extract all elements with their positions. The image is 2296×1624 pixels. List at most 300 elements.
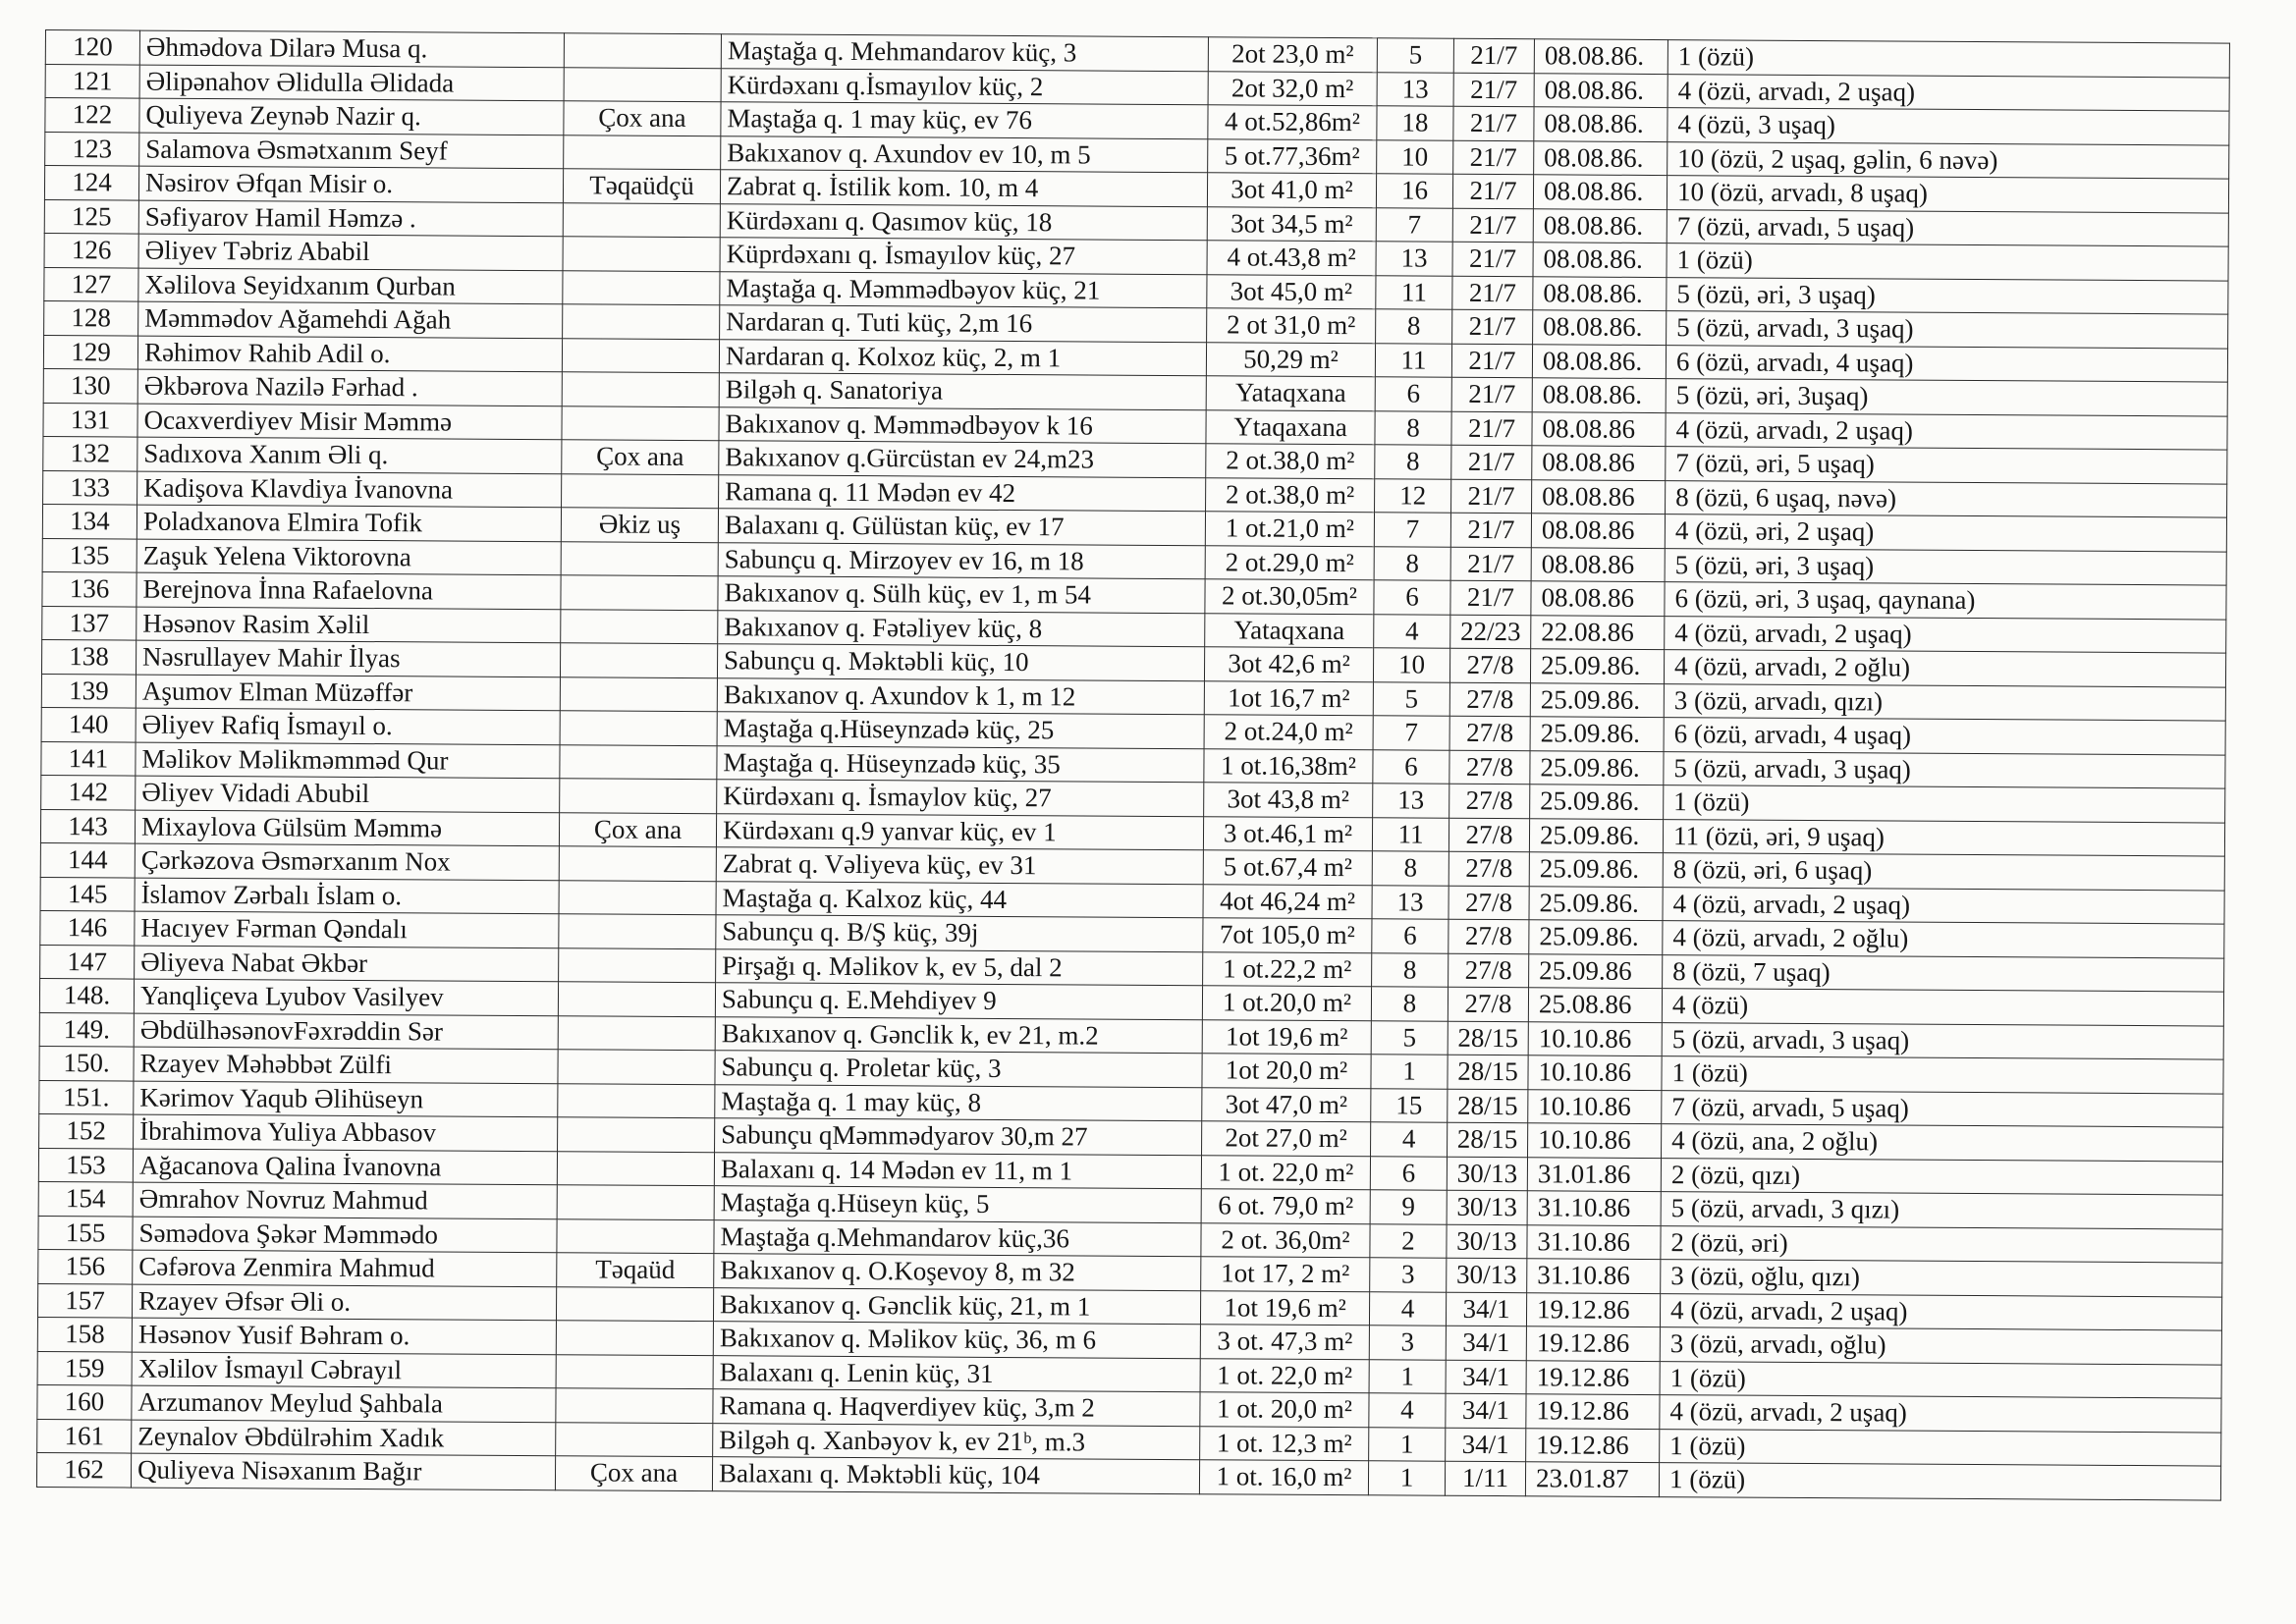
family-composition-cell: 6 (özü, arvadı, 4 uşaq) (1664, 718, 2225, 755)
living-area-cell: 1 ot. 20,0 m² (1200, 1392, 1369, 1428)
family-composition-cell: 4 (özü, əri, 2 uşaq) (1665, 514, 2226, 552)
count-cell: 2 (1370, 1223, 1447, 1258)
category-cell (556, 1354, 713, 1388)
date-cell: 08.08.86 (1531, 514, 1665, 548)
person-name-cell: Nəsrullayev Mahir İlyas (136, 640, 560, 677)
living-area-cell: 3ot 43,8 m² (1204, 783, 1373, 818)
living-area-cell: 3ot 47,0 m² (1202, 1087, 1371, 1122)
living-area-cell: 5 ot.77,36m² (1208, 138, 1377, 174)
family-composition-cell: 1 (özü) (1662, 1056, 2223, 1094)
address-cell: Maştağa q.Mehmandarov küç,36 (714, 1219, 1201, 1257)
address-cell: Maştağa q.Hüseynzadə küç, 25 (717, 712, 1204, 749)
protocol-cell: 28/15 (1448, 1089, 1528, 1123)
living-area-cell: 50,29 m² (1206, 342, 1375, 377)
count-cell: 4 (1374, 614, 1450, 648)
date-cell: 25.09.86. (1530, 717, 1664, 751)
address-cell: Sabunçu qMəmmədyarov 30,m 27 (715, 1118, 1202, 1156)
address-cell: Bakıxanov q. Gənclik küç, 21, m 1 (713, 1287, 1200, 1325)
living-area-cell: 3ot 45,0 m² (1207, 274, 1376, 309)
category-cell (560, 779, 717, 813)
family-composition-cell: 4 (özü) (1662, 989, 2223, 1026)
count-cell: 13 (1373, 784, 1449, 818)
protocol-cell: 27/8 (1449, 919, 1529, 953)
family-composition-cell: 8 (özü, 7 uşaq) (1663, 954, 2224, 992)
row-number-cell: 157 (37, 1283, 132, 1318)
person-name-cell: Quliyeva Nisəxanım Bağır (131, 1453, 555, 1489)
category-cell: Təqaüd (557, 1253, 714, 1287)
date-cell: 25.09.86. (1529, 886, 1663, 920)
category-cell (564, 135, 721, 169)
living-area-cell: 4 ot.43,8 m² (1207, 241, 1376, 276)
person-name-cell: Məlikov Məlikməmməd Qur (136, 742, 560, 779)
count-cell: 6 (1372, 919, 1449, 953)
date-cell: 10.10.86 (1528, 1089, 1662, 1123)
date-cell: 08.08.86. (1533, 208, 1667, 243)
living-area-cell: 7ot 105,0 m² (1203, 918, 1372, 953)
date-cell: 25.08.86 (1528, 988, 1662, 1022)
protocol-cell: 34/1 (1446, 1326, 1526, 1360)
category-cell (560, 711, 717, 745)
category-cell (556, 1388, 713, 1423)
address-cell: Sabunçu q. E.Mehdiyev 9 (715, 983, 1202, 1020)
person-name-cell: Əmrahov Novruz Mahmud (133, 1182, 557, 1218)
living-area-cell: 4 ot.52,86m² (1208, 105, 1377, 140)
date-cell: 08.08.86. (1534, 107, 1667, 141)
protocol-cell: 27/8 (1449, 716, 1530, 750)
protocol-cell: 30/13 (1447, 1258, 1527, 1292)
protocol-cell: 30/13 (1447, 1190, 1527, 1224)
count-cell: 6 (1375, 377, 1451, 411)
count-cell: 12 (1375, 478, 1451, 513)
row-number-cell: 134 (42, 504, 137, 538)
family-composition-cell: 5 (özü, əri, 3 uşaq) (1665, 548, 2226, 585)
row-number-cell: 161 (37, 1419, 132, 1453)
count-cell: 7 (1373, 716, 1449, 750)
count-cell: 6 (1370, 1156, 1447, 1190)
address-cell: Maştağa q. Mehmandarov küç, 3 (721, 34, 1208, 72)
person-name-cell: Kadişova Klavdiya İvanovna (137, 471, 562, 508)
row-number-cell: 160 (37, 1384, 132, 1419)
category-cell (560, 677, 717, 711)
living-area-cell: 1ot 16,7 m² (1204, 680, 1373, 716)
address-cell: Sabunçu q. Mirzoyev ev 16, m 18 (718, 542, 1205, 579)
family-composition-cell: 4 (özü, arvadı, 2 uşaq) (1660, 1395, 2221, 1433)
count-cell: 8 (1375, 445, 1451, 479)
protocol-cell: 21/7 (1452, 174, 1533, 208)
count-cell: 10 (1377, 139, 1453, 174)
count-cell: 13 (1376, 242, 1452, 276)
date-cell: 25.09.86. (1529, 920, 1663, 954)
living-area-cell: 1 ot.20,0 m² (1202, 986, 1371, 1021)
living-area-cell: Ytaqaxana (1206, 409, 1375, 445)
person-name-cell: Poladxanova Elmira Tofik (137, 505, 561, 541)
row-number-cell: 129 (43, 335, 137, 369)
count-cell: 8 (1371, 987, 1448, 1021)
person-name-cell: Səfiyarov Hamil Həmzə . (138, 200, 563, 237)
protocol-cell: 27/8 (1449, 818, 1529, 852)
date-cell: 25.09.86. (1530, 649, 1664, 683)
date-cell: 19.12.86 (1526, 1394, 1660, 1429)
protocol-cell: 30/13 (1447, 1224, 1527, 1259)
address-cell: Maştağa q. Hüseynzadə küç, 35 (717, 745, 1204, 783)
date-cell: 22.08.86 (1531, 615, 1665, 649)
category-cell (558, 1117, 715, 1152)
date-cell: 25.09.86. (1529, 818, 1663, 852)
family-composition-cell: 5 (özü, əri, 3uşaq) (1666, 379, 2227, 416)
count-cell: 6 (1373, 749, 1449, 784)
person-name-cell: Əliyev Rafiq İsmayıl o. (136, 708, 560, 744)
living-area-cell: 6 ot. 79,0 m² (1201, 1189, 1370, 1224)
category-cell (563, 270, 720, 304)
living-area-cell: 3ot 42,6 m² (1204, 647, 1373, 682)
family-composition-cell: 4 (özü, arvadı, 2 uşaq) (1660, 1293, 2221, 1330)
protocol-cell: 28/15 (1448, 1021, 1528, 1056)
count-cell: 11 (1372, 817, 1449, 851)
address-cell: Küprdəxanı q. İsmayılov küç, 27 (720, 238, 1207, 275)
protocol-cell: 1/11 (1445, 1461, 1525, 1495)
count-cell: 4 (1369, 1291, 1446, 1326)
person-name-cell: Səmədova Şəkər Məmmədo (133, 1217, 557, 1253)
date-cell: 08.08.86. (1534, 140, 1667, 175)
category-cell: Çox ana (562, 440, 719, 474)
family-composition-cell: 6 (özü, arvadı, 4 uşaq) (1666, 345, 2227, 382)
family-composition-cell: 8 (özü, 6 uşaq, nəvə) (1666, 480, 2227, 517)
living-area-cell: 4ot 46,24 m² (1203, 884, 1372, 919)
address-cell: Maştağa q. 1 may küç, ev 76 (721, 102, 1208, 139)
row-number-cell: 140 (41, 707, 136, 741)
address-cell: Balaxanı q. Gülüstan küç, ev 17 (718, 509, 1205, 546)
count-cell: 4 (1371, 1122, 1448, 1157)
row-number-cell: 153 (38, 1148, 133, 1182)
family-composition-cell: 7 (özü, arvadı, 5 uşaq) (1662, 1090, 2223, 1127)
date-cell: 31.01.86 (1527, 1157, 1661, 1191)
living-area-cell: 2 ot.30,05m² (1205, 579, 1374, 615)
living-area-cell: 3 ot.46,1 m² (1203, 816, 1372, 851)
count-cell: 7 (1374, 513, 1450, 547)
address-cell: Kürdəxanı q. İsmaylov küç, 27 (717, 780, 1204, 817)
address-cell: Balaxanı q. 14 Mədən ev 11, m 1 (714, 1152, 1201, 1189)
row-number-cell: 150. (39, 1046, 134, 1080)
living-area-cell: 2 ot.38,0 m² (1206, 477, 1375, 513)
protocol-cell: 34/1 (1446, 1292, 1526, 1326)
person-name-cell: İslamov Zərbalı İslam o. (135, 878, 559, 914)
address-cell: Bilgəh q. Sanatoriya (719, 373, 1206, 410)
date-cell: 08.08.86. (1532, 378, 1666, 412)
protocol-cell: 27/8 (1449, 784, 1530, 818)
person-name-cell: İbrahimova Yuliya Abbasov (134, 1114, 558, 1151)
family-composition-cell: 11 (özü, əri, 9 uşaq) (1663, 819, 2224, 856)
person-name-cell: Sadıxova Xanım Əli q. (137, 437, 562, 473)
count-cell: 10 (1373, 648, 1449, 682)
date-cell: 08.08.86. (1534, 73, 1667, 107)
person-name-cell: Məmmədov Ağamehdi Ağah (138, 301, 563, 338)
person-name-cell: ƏbdülhəsənovFəxrəddin Sər (134, 1013, 558, 1050)
date-cell: 19.12.86 (1526, 1292, 1660, 1326)
protocol-cell: 21/7 (1451, 445, 1532, 479)
count-cell: 8 (1372, 851, 1449, 886)
living-area-cell: Yataqxana (1205, 613, 1374, 648)
living-area-cell: 1 ot. 22,0 m² (1201, 1155, 1370, 1190)
count-cell: 7 (1376, 207, 1452, 242)
category-cell (559, 914, 716, 948)
address-cell: Bakıxanov q. Axundov ev 10, m 5 (721, 135, 1208, 173)
row-number-cell: 126 (44, 233, 138, 267)
family-composition-cell: 3 (özü, arvadı, oğlu) (1660, 1327, 2221, 1365)
address-cell: Maştağa q. Kalxoz küç, 44 (716, 881, 1203, 918)
category-cell (559, 880, 716, 914)
count-cell: 18 (1377, 106, 1453, 140)
count-cell: 5 (1377, 38, 1453, 73)
row-number-cell: 137 (42, 606, 137, 640)
category-cell (561, 541, 718, 575)
protocol-cell: 27/8 (1449, 851, 1529, 886)
count-cell: 1 (1368, 1461, 1445, 1495)
living-area-cell: 1ot 19,6 m² (1202, 1019, 1371, 1055)
address-cell: Bakıxanov q. Fətəliyev küç, 8 (718, 610, 1205, 647)
category-cell (561, 575, 718, 610)
date-cell: 25.09.86. (1530, 785, 1664, 819)
category-cell (559, 947, 716, 982)
person-name-cell: Rəhimov Rahib Adil o. (137, 336, 562, 372)
living-area-cell: 2 ot.29,0 m² (1205, 545, 1374, 580)
family-composition-cell: 1 (özü) (1660, 1361, 2221, 1398)
family-composition-cell: 4 (özü, arvadı, 2 uşaq) (1667, 74, 2229, 111)
protocol-cell: 28/15 (1448, 1122, 1528, 1157)
person-name-cell: Berejnova İnna Rafaelovna (137, 572, 561, 609)
family-composition-cell: 1 (özü) (1667, 40, 2229, 78)
date-cell: 31.10.86 (1527, 1191, 1661, 1225)
date-cell: 08.08.86. (1533, 175, 1667, 209)
address-cell: Sabunçu q. B/Ş küç, 39j (716, 915, 1203, 952)
row-number-cell: 154 (38, 1181, 133, 1216)
person-name-cell: Əkbərova Nazilə Fərhad . (137, 369, 562, 406)
person-name-cell: Rzayev Əfsər Əli o. (132, 1284, 556, 1321)
protocol-cell: 21/7 (1450, 547, 1531, 581)
category-cell (562, 338, 719, 372)
address-cell: Zabrat q. İstilik kom. 10, m 4 (720, 170, 1207, 207)
row-number-cell: 148. (39, 978, 134, 1012)
row-number-cell: 120 (45, 30, 139, 65)
protocol-cell: 27/8 (1448, 987, 1528, 1021)
person-name-cell: Həsənov Rasim Xəlil (137, 607, 561, 643)
person-name-cell: Əliyeva Nabat Əkbər (135, 946, 559, 982)
living-area-cell: 2 ot 31,0 m² (1207, 308, 1376, 344)
family-composition-cell: 4 (özü, arvadı, 2 oğlu) (1664, 650, 2225, 687)
date-cell: 25.09.86. (1530, 682, 1664, 717)
address-cell: Bakıxanov q. Sülh küç, ev 1, m 54 (718, 576, 1205, 614)
living-area-cell: 2 ot. 36,0m² (1201, 1222, 1370, 1258)
person-name-cell: Əhmədova Dilarə Musa q. (139, 30, 564, 67)
living-area-cell: 1 ot.22,2 m² (1203, 951, 1372, 987)
date-cell: 19.12.86 (1526, 1428, 1660, 1462)
date-cell: 08.08.86 (1532, 479, 1666, 514)
count-cell: 8 (1375, 410, 1451, 445)
address-cell: Bakıxanov q. Məlikov küç, 36, m 6 (713, 1322, 1200, 1359)
date-cell: 25.09.86. (1529, 852, 1663, 887)
address-cell: Kürdəxanı q. Qasımov küç, 18 (720, 203, 1207, 241)
living-area-cell: 2ot 32,0 m² (1208, 71, 1377, 106)
count-cell: 8 (1372, 952, 1449, 987)
living-area-cell: 5 ot.67,4 m² (1203, 850, 1372, 886)
row-number-cell: 147 (40, 945, 135, 979)
living-area-cell: 3ot 34,5 m² (1207, 206, 1376, 242)
category-cell (556, 1321, 713, 1355)
person-name-cell: Zeynalov Əbdülrəhim Xadık (132, 1420, 556, 1456)
protocol-cell: 21/7 (1453, 73, 1534, 107)
row-number-cell: 138 (41, 639, 136, 674)
family-composition-cell: 1 (özü) (1660, 1429, 2221, 1466)
document-sheet (36, 29, 2229, 1500)
row-number-cell: 162 (36, 1452, 131, 1487)
category-cell (562, 406, 719, 440)
table-body (36, 30, 2229, 1500)
row-number-cell: 128 (44, 300, 138, 335)
person-name-cell: Cəfərova Zenmira Mahmud (133, 1250, 557, 1286)
person-name-cell: Çərkəzova Əsmərxanım Nox (135, 843, 559, 880)
address-cell: Bakıxanov q. O.Koşevoy 8, m 32 (714, 1254, 1201, 1291)
family-composition-cell: 4 (özü, arvadı, 2 uşaq) (1665, 616, 2226, 653)
date-cell: 08.08.86 (1532, 411, 1666, 446)
address-cell: Bilgəh q. Xanbəyov k, ev 21ᵇ, m.3 (713, 1423, 1200, 1460)
family-composition-cell: 5 (özü, əri, 3 uşaq) (1667, 277, 2228, 314)
protocol-cell: 21/7 (1452, 242, 1533, 276)
row-number-cell: 152 (39, 1113, 134, 1148)
protocol-cell: 27/8 (1449, 886, 1529, 920)
address-cell: Balaxanı q. Lenin küç, 31 (713, 1355, 1200, 1392)
date-cell: 08.08.86. (1534, 39, 1667, 74)
count-cell: 3 (1370, 1258, 1447, 1292)
date-cell: 08.08.86 (1531, 581, 1665, 616)
person-name-cell: Arzumanov Meylud Şahbala (132, 1385, 556, 1422)
family-composition-cell: 5 (özü, arvadı, 3 uşaq) (1667, 311, 2228, 349)
date-cell: 19.12.86 (1526, 1326, 1660, 1361)
address-cell: Bakıxanov q. Məmmədbəyov k 16 (719, 406, 1206, 444)
family-composition-cell: 4 (özü, 3 uşaq) (1667, 108, 2229, 145)
date-cell: 10.10.86 (1528, 1056, 1662, 1090)
living-area-cell: 1 ot. 12,3 m² (1200, 1426, 1369, 1461)
protocol-cell: 21/7 (1453, 140, 1534, 175)
date-cell: 25.09.86 (1529, 953, 1663, 988)
category-cell (557, 1185, 714, 1219)
row-number-cell: 131 (43, 403, 137, 437)
category-cell (560, 744, 717, 779)
living-area-cell: 2 ot.24,0 m² (1204, 715, 1373, 750)
protocol-cell: 27/8 (1449, 682, 1530, 717)
category-cell (560, 643, 717, 677)
category-cell: Çox ana (555, 1456, 712, 1490)
row-number-cell: 133 (43, 470, 137, 505)
row-number-cell: 141 (41, 741, 136, 776)
row-number-cell: 125 (44, 199, 138, 234)
date-cell: 23.01.87 (1525, 1462, 1659, 1496)
protocol-cell: 22/23 (1450, 615, 1531, 649)
date-cell: 10.10.86 (1528, 1123, 1662, 1158)
person-name-cell: Yanqliçeva Lyubov Vasilyev (134, 979, 558, 1015)
date-cell: 08.08.86 (1532, 446, 1666, 480)
address-cell: Nardaran q. Kolxoz küç, 2, m 1 (719, 339, 1206, 376)
protocol-cell: 21/7 (1450, 513, 1531, 547)
row-number-cell: 155 (38, 1216, 133, 1250)
category-cell (557, 1218, 714, 1253)
protocol-cell: 34/1 (1446, 1360, 1526, 1394)
person-name-cell: Həsənov Yusif Bəhram o. (132, 1318, 556, 1354)
count-cell: 13 (1372, 885, 1449, 919)
person-name-cell: Salamova Əsmətxanım Seyf (139, 133, 564, 169)
protocol-cell: 28/15 (1448, 1055, 1528, 1089)
protocol-cell: 21/7 (1451, 344, 1532, 378)
protocol-cell: 30/13 (1447, 1157, 1527, 1191)
count-cell: 13 (1377, 72, 1453, 106)
date-cell: 08.08.86. (1533, 243, 1667, 277)
row-number-cell: 142 (41, 775, 136, 809)
protocol-cell: 27/8 (1449, 648, 1530, 682)
family-composition-cell: 2 (özü, qızı) (1661, 1158, 2222, 1195)
row-number-cell: 139 (41, 674, 136, 708)
row-number-cell: 130 (43, 368, 137, 403)
protocol-cell: 21/7 (1451, 479, 1532, 514)
row-number-cell: 122 (45, 98, 139, 133)
row-number-cell: 135 (42, 538, 137, 572)
count-cell: 5 (1371, 1020, 1448, 1055)
protocol-cell: 21/7 (1452, 208, 1533, 243)
date-cell: 31.10.86 (1527, 1224, 1661, 1259)
living-area-cell: 2 ot.38,0 m² (1206, 444, 1375, 479)
person-name-cell: Xəlilova Seyidxanım Qurban (138, 268, 563, 304)
person-name-cell: Əliyev Təbriz Ababil (138, 234, 563, 270)
living-area-cell: 2ot 27,0 m² (1202, 1121, 1371, 1157)
living-area-cell: 3ot 41,0 m² (1207, 173, 1376, 208)
row-number-cell: 123 (45, 132, 139, 166)
protocol-cell: 21/7 (1451, 411, 1532, 446)
category-cell (557, 1151, 714, 1185)
family-composition-cell: 5 (özü, arvadı, 3 uşaq) (1664, 751, 2225, 788)
housing-list-table (36, 29, 2230, 1500)
family-composition-cell: 6 (özü, əri, 3 uşaq, qaynana) (1665, 582, 2226, 620)
family-composition-cell: 10 (özü, 2 uşaq, gəlin, 6 nəvə) (1667, 141, 2229, 179)
row-number-cell: 132 (43, 436, 137, 470)
address-cell: Zabrat q. Vəliyeva küç, ev 31 (716, 847, 1203, 885)
row-number-cell: 158 (37, 1317, 132, 1351)
person-name-cell: Xəlilov İsmayıl Cəbrayıl (132, 1352, 556, 1388)
category-cell (558, 1083, 715, 1117)
count-cell: 3 (1369, 1326, 1446, 1360)
address-cell: Bakıxanov q. Axundov k 1, m 12 (717, 677, 1204, 715)
address-cell: Balaxanı q. Məktəbli küç, 104 (712, 1457, 1199, 1494)
category-cell: Təqaüdçü (563, 169, 720, 203)
count-cell: 5 (1373, 681, 1449, 716)
date-cell: 08.08.86. (1533, 276, 1667, 310)
row-number-cell: 143 (40, 809, 135, 843)
category-cell: Əkiz uş (561, 508, 718, 542)
address-cell: Bakıxanov q.Gürcüstan ev 24,m23 (719, 441, 1206, 478)
address-cell: Ramana q. 11 Mədən ev 42 (719, 474, 1206, 512)
address-cell: Maştağa q. Məmmədbəyov küç, 21 (720, 271, 1207, 308)
address-cell: Pirşağı q. Məlikov k, ev 5, dal 2 (716, 948, 1203, 986)
count-cell: 15 (1371, 1088, 1448, 1122)
family-composition-cell: 5 (özü, arvadı, 3 qızı) (1661, 1192, 2222, 1229)
category-cell (558, 1015, 715, 1050)
protocol-cell: 21/7 (1453, 106, 1534, 140)
family-composition-cell: 2 (özü, əri) (1661, 1225, 2222, 1263)
family-composition-cell: 4 (özü, ana, 2 oğlu) (1662, 1124, 2223, 1162)
category-cell (559, 846, 716, 881)
count-cell: 1 (1371, 1055, 1448, 1089)
family-composition-cell: 4 (özü, arvadı, 2 uşaq) (1666, 412, 2227, 450)
person-name-cell: Quliyeva Zeynəb Nazir q. (139, 98, 564, 135)
person-name-cell: Zaşuk Yelena Viktorovna (137, 539, 561, 575)
family-composition-cell: 3 (özü, oğlu, qızı) (1661, 1260, 2222, 1297)
family-composition-cell: 1 (özü) (1659, 1463, 2220, 1500)
